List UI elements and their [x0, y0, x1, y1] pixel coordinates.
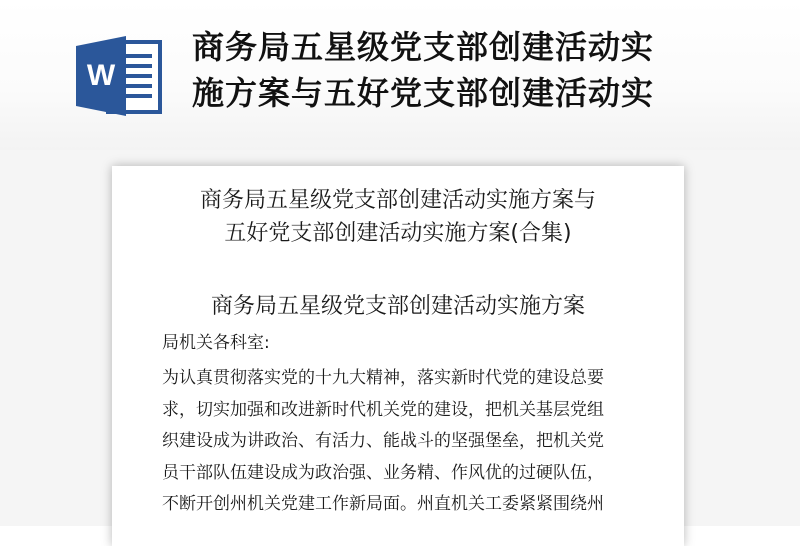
page-title-line: 商务局五星级党支部创建活动实 [192, 28, 655, 66]
header-banner [0, 0, 800, 150]
document-salutation: 局机关各科室: [162, 333, 270, 353]
document-body [162, 363, 652, 521]
word-icon-letter: W [86, 59, 116, 92]
page-title-line: 施方案与五好党支部创建活动实 [192, 74, 655, 112]
document-title-line: 商务局五星级党支部创建活动实施方案与 [199, 188, 596, 213]
body-line: 不断开创州机关党建工作新局面。州直机关工委紧紧围绕州 [162, 494, 604, 514]
word-document-icon [74, 34, 166, 118]
document-title-line: 五好党支部创建活动实施方案(合集) [224, 221, 572, 246]
page-title [192, 24, 792, 116]
document-subtitle: 商务局五星级党支部创建活动实施方案 [210, 294, 585, 319]
document-page [112, 166, 684, 546]
body-line: 织建设成为讲政治、有活力、能战斗的坚强堡垒，把机关党 [162, 431, 604, 451]
body-line: 求，切实加强和改进新时代机关党的建设，把机关基层党组 [162, 399, 604, 420]
body-line: 为认真贯彻落实党的十九大精神，落实新时代党的建设总要 [162, 368, 604, 388]
body-line: 员干部队伍建设成为政治强、业务精、作风优的过硬队伍， [162, 462, 604, 483]
document-title [112, 184, 684, 250]
